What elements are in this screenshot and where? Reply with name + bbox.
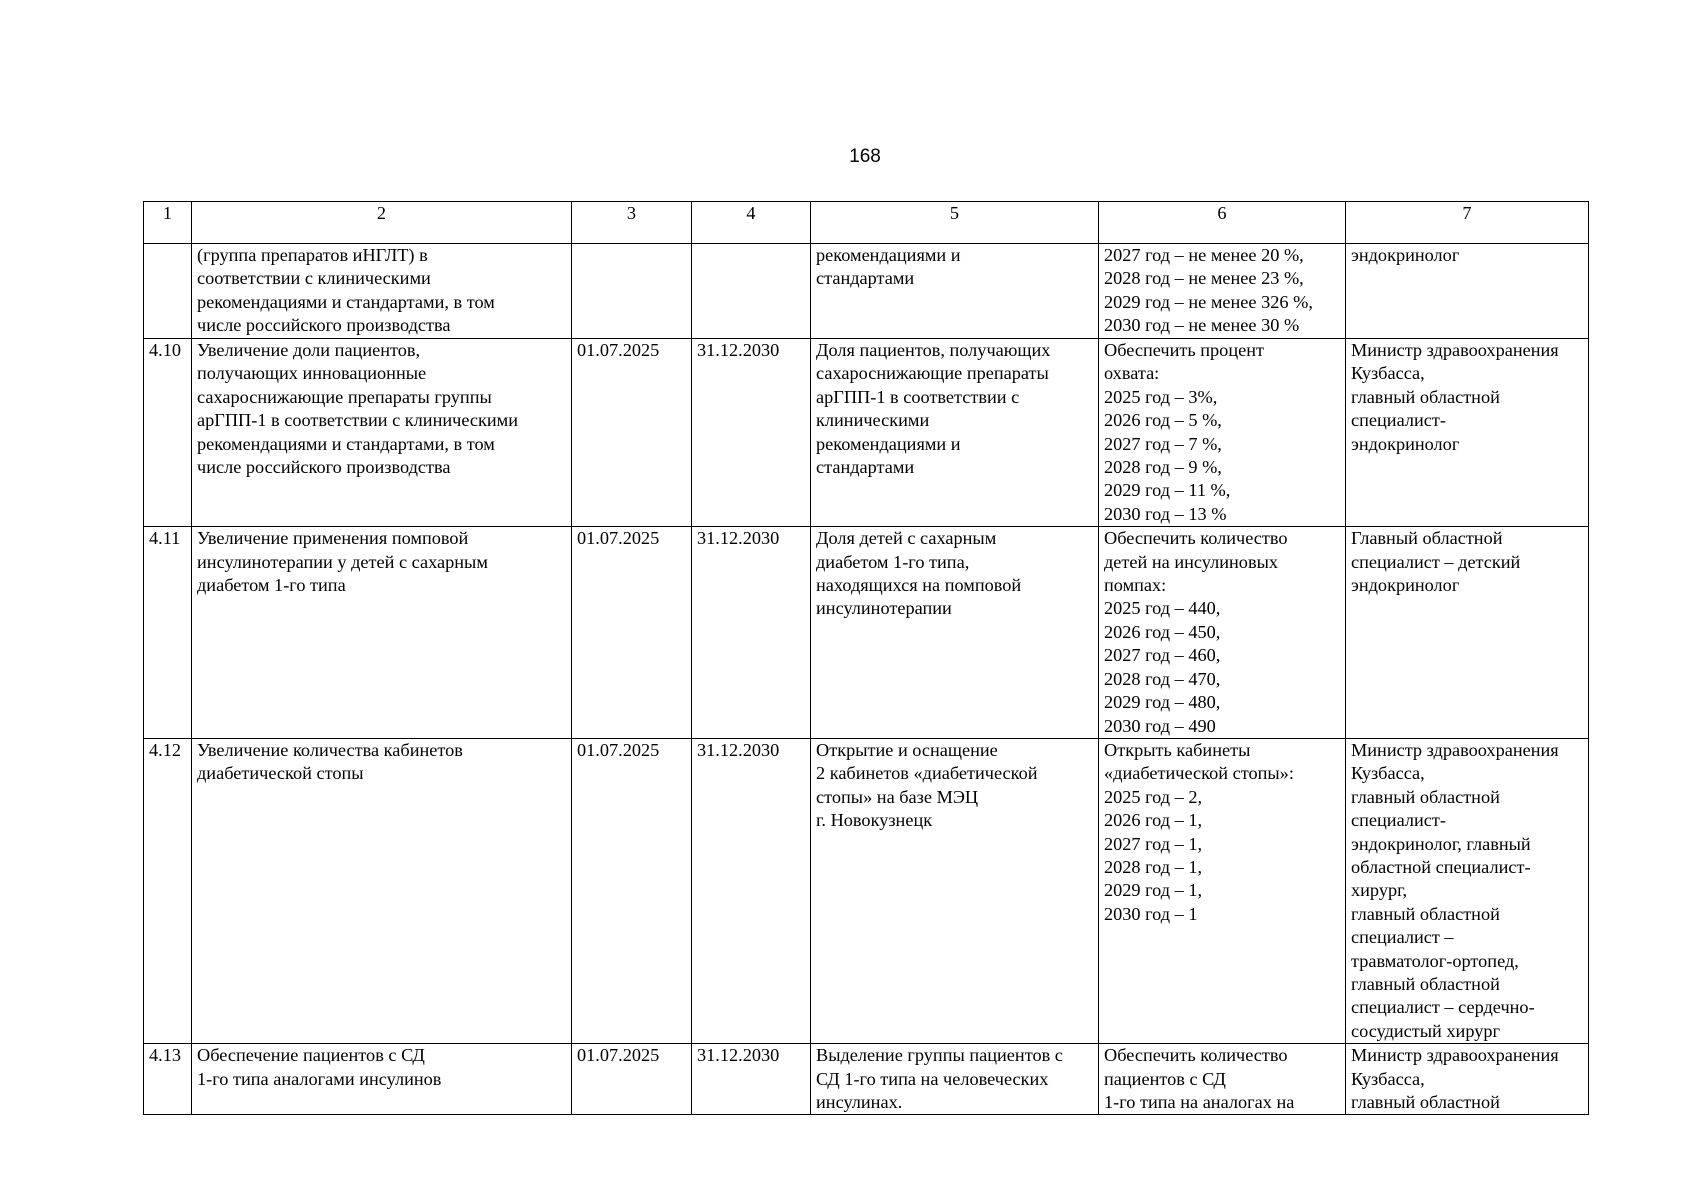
start-date-cell: 01.07.2025: [572, 339, 692, 527]
indicator-cell: Доля пациентов, получающих сахароснижающие препараты арГПП-1 в соответствии с клиническими рекомендациями и стандартами: [811, 339, 1099, 527]
row-number: 4.12: [144, 738, 192, 1043]
row-number: 4.10: [144, 339, 192, 527]
page-number: 168: [849, 146, 881, 167]
table-row: [144, 1044, 1589, 1115]
indicator-cell: рекомендациями и стандартами: [811, 244, 1099, 339]
table-row: [144, 738, 1589, 1043]
column-header: 4: [692, 202, 811, 244]
column-header: 6: [1099, 202, 1346, 244]
start-date-cell: 01.07.2025: [572, 527, 692, 739]
result-cell: Открыть кабинеты «диабетической стопы»: 2025 год – 2, 2026 год – 1, 2027 год – 1, 2028 год – 1, 2029 год – 1, 2030 год – 1: [1099, 738, 1346, 1043]
column-header: 5: [811, 202, 1099, 244]
responsible-cell: Главный областной специалист – детский эндокринолог: [1346, 527, 1589, 739]
indicator-cell: Выделение группы пациентов с СД 1-го типа на человеческих инсулинах.: [811, 1044, 1099, 1115]
indicator-cell: Доля детей с сахарным диабетом 1-го типа, находящихся на помповой инсулинотерапии: [811, 527, 1099, 739]
result-cell: Обеспечить процент охвата: 2025 год – 3%, 2026 год – 5 %, 2027 год – 7 %, 2028 год – 9 %, 2029 год – 11 %, 2030 год – 13 %: [1099, 339, 1346, 527]
result-cell: Обеспечить количество пациентов с СД 1-го типа на аналогах на: [1099, 1044, 1346, 1115]
row-number: 4.11: [144, 527, 192, 739]
responsible-cell: Министр здравоохранения Кузбасса, главный областной: [1346, 1044, 1589, 1115]
column-number-row: [144, 202, 1589, 244]
start-date-cell: [572, 244, 692, 339]
measure-cell: Увеличение количества кабинетов диабетической стопы: [192, 738, 572, 1043]
measure-cell: (группа препаратов иНГЛТ) в соответствии с клиническими рекомендациями и стандартами, в том числе российского производства: [192, 244, 572, 339]
end-date-cell: 31.12.2030: [692, 527, 811, 739]
column-header: 1: [144, 202, 192, 244]
responsible-cell: Министр здравоохранения Кузбасса, главный областной специалист- эндокринолог, главный областной специалист- хирург, главный областной специалист – травматолог-ортопед, главный областной специалист – сердечно- сосудистый хирург: [1346, 738, 1589, 1043]
end-date-cell: 31.12.2030: [692, 339, 811, 527]
row-number: 4.13: [144, 1044, 192, 1115]
end-date-cell: 31.12.2030: [692, 1044, 811, 1115]
result-cell: 2027 год – не менее 20 %, 2028 год – не менее 23 %, 2029 год – не менее 326 %, 2030 год – не менее 30 %: [1099, 244, 1346, 339]
responsible-cell: Министр здравоохранения Кузбасса, главный областной специалист- эндокринолог: [1346, 339, 1589, 527]
measure-cell: Увеличение применения помповой инсулинотерапии у детей с сахарным диабетом 1-го типа: [192, 527, 572, 739]
column-header: 7: [1346, 202, 1589, 244]
end-date-cell: [692, 244, 811, 339]
column-header: 3: [572, 202, 692, 244]
result-cell: Обеспечить количество детей на инсулиновых помпах: 2025 год – 440, 2026 год – 450, 2027 год – 460, 2028 год – 470, 2029 год – 480, 2030 год – 490: [1099, 527, 1346, 739]
end-date-cell: 31.12.2030: [692, 738, 811, 1043]
table-row: [144, 339, 1589, 527]
column-header: 2: [192, 202, 572, 244]
responsible-cell: эндокринолог: [1346, 244, 1589, 339]
table-row: [144, 527, 1589, 739]
start-date-cell: 01.07.2025: [572, 1044, 692, 1115]
indicator-cell: Открытие и оснащение 2 кабинетов «диабетической стопы» на базе МЭЦ г. Новокузнецк: [811, 738, 1099, 1043]
measure-cell: Увеличение доли пациентов, получающих инновационные сахароснижающие препараты группы арГПП-1 в соответствии с клиническими рекомендациями и стандартами, в том числе российского производства: [192, 339, 572, 527]
row-number: [144, 244, 192, 339]
table-row: [144, 244, 1589, 339]
measure-cell: Обеспечение пациентов с СД 1-го типа аналогами инсулинов: [192, 1044, 572, 1115]
measures-table: [143, 201, 1589, 1115]
start-date-cell: 01.07.2025: [572, 738, 692, 1043]
